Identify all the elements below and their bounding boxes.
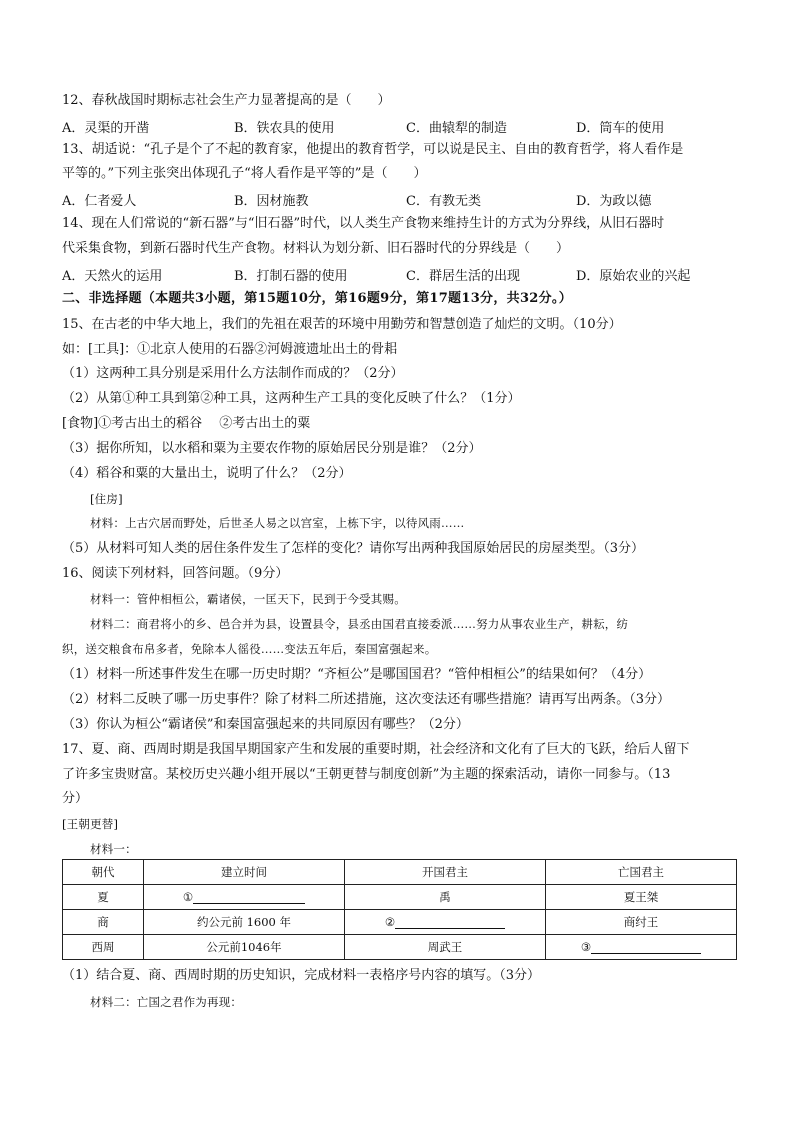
answer-blank[interactable]: [591, 940, 701, 954]
q17-stem-line3: 分）: [62, 791, 89, 806]
q15-sub1: （1）这两种工具分别是采用什么方法制作而成的？（2分）: [62, 366, 404, 381]
q15-sub4: （4）稻谷和粟的大量出土，说明了什么？（2分）: [62, 466, 352, 481]
q14-option-d[interactable]: D．原始农业的兴起: [576, 269, 691, 284]
q14-stem-line2: 代采集食物，到新石器时代生产食物。材料认为划分新、旧石器时代的分界线是（ ）: [62, 241, 570, 256]
q12-option-b[interactable]: B．铁农具的使用: [234, 121, 335, 136]
q13-option-a[interactable]: A．仁者爱人: [62, 194, 137, 209]
q16-stem: 16、阅读下列材料，回答问题。（9分）: [62, 566, 289, 581]
table-row: [63, 885, 737, 910]
q15-housing-tag: [住房]: [90, 492, 123, 506]
q13-option-d[interactable]: D．为政以德: [576, 194, 652, 209]
q16-sub2: （2）材料二反映了哪一历史事件？除了材料二所述措施，这次变法还有哪些措施？请再写出两条。（3分）: [62, 692, 671, 707]
q14-options: [62, 265, 742, 282]
q15-sub2: （2）从第①种工具到第②种工具，这两种生产工具的变化反映了什么？（1分）: [62, 391, 521, 406]
table-cell: 夏王桀: [546, 885, 737, 910]
table-cell: 公元前1046年: [144, 935, 345, 960]
table-cell: 周武王: [345, 935, 546, 960]
q12-option-c[interactable]: C．曲辕犁的制造: [406, 121, 507, 136]
table-header-cell: 亡国君主: [546, 860, 737, 885]
q16-material2-line2: 织，送交粮食布帛多者，免除本人徭役……变法五年后，秦国富强起来。: [62, 642, 437, 656]
q13-stem-line2: 平等的。”下列主张突出体现孔子“将人看作是平等的”是（ ）: [62, 166, 427, 181]
table-row: [63, 935, 737, 960]
table-cell: 商纣王: [546, 910, 737, 935]
dynasty-table: [62, 859, 737, 960]
q12-stem: 12、春秋战国时期标志社会生产力显著提高的是（ ）: [62, 93, 391, 108]
q13-stem-line1: 13、胡适说：“孔子是个了不起的教育家，他提出的教育哲学，可以说是民主、自由的教育哲学，将人看作是: [62, 142, 684, 157]
q13-option-b[interactable]: B．因材施教: [234, 194, 309, 209]
table-header-row: [63, 860, 737, 885]
q13-option-c[interactable]: C．有教无类: [406, 194, 481, 209]
q16-sub1: （1）材料一所述事件发生在哪一历史时期？“齐桓公”是哪国国君？“管仲相桓公”的结果如何？（4分）: [62, 667, 652, 682]
blank-marker: ③: [580, 940, 592, 954]
blank-marker: ②: [384, 915, 396, 929]
q14-stem-line1: 14、现在人们常说的“新石器”与“旧石器”时代，以人类生产食物来维持生计的方式为分界线，从旧石器时: [62, 216, 665, 231]
blank-marker: ①: [182, 890, 194, 904]
table-header-cell: 开国君主: [345, 860, 546, 885]
answer-blank[interactable]: [193, 890, 305, 904]
q17-stem-line2: 了许多宝贵财富。某校历史兴趣小组开展以“王朝更替与制度创新”为主题的探索活动，请你一同参与。（13: [62, 767, 671, 782]
q15-stem: 15、在古老的中华大地上，我们的先祖在艰苦的环境中用勤劳和智慧创造了灿烂的文明。（10分）: [62, 317, 622, 332]
answer-blank[interactable]: [395, 915, 505, 929]
q16-material1: 材料一：管仲相桓公，霸诸侯，一匡天下，民到于今受其赐。: [90, 592, 406, 606]
q15-sub5: （5）从材料可知人类的居住条件发生了怎样的变化？请你写出两种我国原始居民的房屋类型。（3分）: [62, 541, 645, 556]
q17-sub1: （1）结合夏、商、西周时期的历史知识，完成材料一表格序号内容的填写。（3分）: [62, 968, 541, 983]
table-cell-blank[interactable]: [144, 885, 345, 910]
q16-material2-line1: 材料二：商君将小的乡、邑合并为县，设置县令，县丞由国君直接委派……努力从事农业生产，耕耘，纺: [90, 617, 629, 631]
q16-sub3: （3）你认为桓公“霸诸侯”和秦国富强起来的共同原因有哪些？（2分）: [62, 717, 469, 732]
table-row: [63, 910, 737, 935]
table-cell: 约公元前 1600 年: [144, 910, 345, 935]
q15-housing-material: 材料：上古穴居而野处，后世圣人易之以宫室，上栋下宇，以待风雨……: [90, 516, 465, 530]
table-cell: 禹: [345, 885, 546, 910]
q14-option-b[interactable]: B．打制石器的使用: [234, 269, 348, 284]
q15-tools: 如：[工具]：①北京人使用的石器②河姆渡遗址出土的骨耜: [62, 342, 398, 357]
q14-option-a[interactable]: A．天然火的运用: [62, 269, 163, 284]
table-cell-blank[interactable]: [546, 935, 737, 960]
q17-material2: 材料二：亡国之君作为再现：: [90, 995, 243, 1009]
q15-sub3: （3）据你所知，以水稻和粟为主要农作物的原始居民分别是谁？（2分）: [62, 441, 482, 456]
section2-heading: 二、非选择题（本题共3小题，第15题10分，第16题9分，第17题13分，共32分。）: [62, 291, 573, 306]
table-cell: 夏: [63, 885, 144, 910]
table-cell: 西周: [63, 935, 144, 960]
q17-tag: [王朝更替]: [62, 817, 119, 831]
q17-stem-line1: 17、夏、商、西周时期是我国早期国家产生和发展的重要时期，社会经济和文化有了巨大的飞跃，给后人留下: [62, 742, 690, 757]
table-header-cell: 朝代: [63, 860, 144, 885]
q13-options: [62, 190, 742, 207]
q12-option-a[interactable]: A．灵渠的开凿: [62, 121, 150, 136]
q15-food: [食物]①考古出土的稻谷 ②考古出土的粟: [62, 416, 311, 431]
table-cell: 商: [63, 910, 144, 935]
table-header-cell: 建立时间: [144, 860, 345, 885]
q12-options: [62, 117, 742, 134]
q17-material1-label: 材料一：: [90, 842, 137, 856]
table-cell-blank[interactable]: [345, 910, 546, 935]
q12-option-d[interactable]: D．筒车的使用: [576, 121, 665, 136]
q14-option-c[interactable]: C．群居生活的出现: [406, 269, 520, 284]
